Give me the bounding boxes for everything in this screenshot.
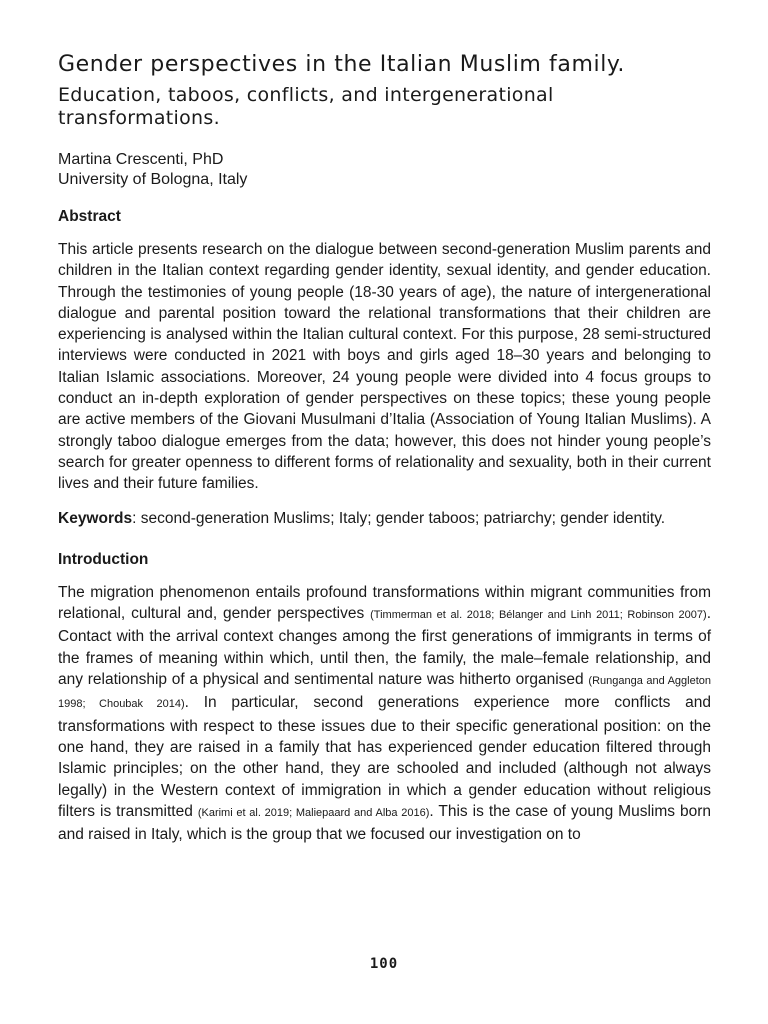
introduction-heading: Introduction (58, 550, 149, 568)
author-block (58, 150, 711, 190)
paper-subtitle: Education, taboos, conflicts, and intergenerational transformations. (58, 84, 554, 129)
keywords-paragraph (58, 508, 711, 529)
author-name: Martina Crescenti, PhD (58, 151, 224, 168)
paper-title: Gender perspectives in the Italian Muslim family. (58, 52, 625, 77)
author-affiliation: University of Bologna, Italy (58, 171, 248, 188)
page-number: 100 (369, 956, 399, 972)
keywords-text: : second-generation Muslims; Italy; gender taboos; patriarchy; gender identity. (132, 509, 666, 527)
citation: (Karimi et al. 2019; Maliepaard and Alba 2016) (197, 806, 430, 819)
keywords-label: Keywords (58, 509, 133, 527)
citation: (Runganga and Aggleton 1998; Choubak 2014) (58, 675, 711, 711)
introduction-text (58, 582, 711, 846)
intro-text-segment: . In particular, second generations experience more conflicts and transformations with respect to these issues due to their specific generational position: on the one hand, they are raised in a family that has experienced gender education filtered through Islamic principles; on the other hand, they are schooled and included (although not always legally) in the Western context of immigration in which a gender education without religious filters is transmitted (58, 694, 711, 820)
intro-text-segment: . Contact with the arrival context changes among the first generations of immigrants in terms of the frames of meaning within which, until then, the family, the male–female relationship, and any relationship of a physical and sentimental nature was hitherto organised (58, 605, 711, 689)
abstract-heading: Abstract (58, 208, 121, 225)
intro-text-segment: . This is the case of young Muslims born and raised in Italy, which is the group that we focused our investigation on to (58, 802, 712, 844)
abstract-text: This article presents research on the dialogue between second-generation Muslim parents and children in the Italian context regarding gender identity, sexual identity, and gender education. Through the testimonies of young people (18-30 years of age), the nature of intergenerational dialogue and parental position toward the relational transformations that their children are experiencing is analysed within the Italian cultural context. For this purpose, 28 semi-structured interviews were conducted in 2021 with boys and girls aged 18–30 years and belonging to Italian Islamic associations. Moreover, 24 young people were divided into 4 focus groups to conduct an in-depth exploration of gender perspectives on these topics; these young people are active members of the Giovani Musulmani d’Italia (Association of Young Italian Muslims). A strongly taboo dialogue emerges from the data; however, this does not hinder young people’s search for greater openness to different forms of relationality and sexuality, both in their current lives and their future families. (58, 241, 711, 493)
citation: (Timmerman et al. 2018; Bélanger and Linh 2011; Robinson 2007) (370, 609, 707, 622)
paper-page (58, 50, 711, 845)
intro-text-segment: The migration phenomenon entails profound transformations within migrant communities from relational, cultural and, gender perspectives (58, 583, 711, 623)
